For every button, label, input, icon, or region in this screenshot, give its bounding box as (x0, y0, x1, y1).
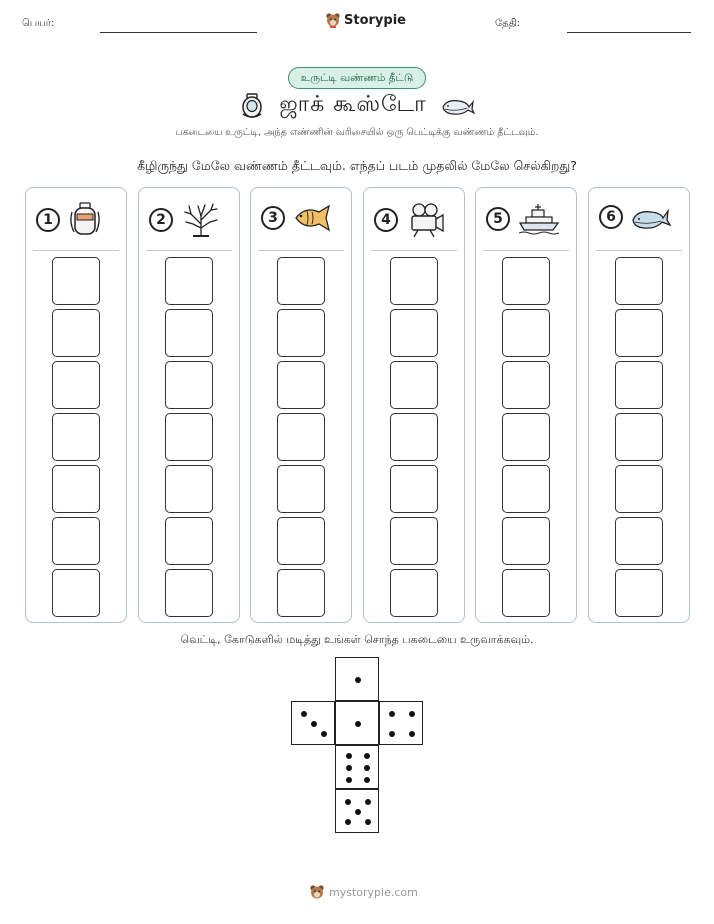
column-header (261, 202, 333, 234)
die-pip (364, 765, 370, 771)
color-cell[interactable] (165, 569, 213, 617)
color-cell[interactable] (390, 517, 438, 565)
color-cell[interactable] (277, 517, 325, 565)
ship-icon (518, 202, 560, 236)
title-row (0, 92, 714, 120)
die-pip (364, 753, 370, 759)
color-cell[interactable] (165, 361, 213, 409)
fish-icon (293, 202, 333, 234)
column-5 (475, 187, 577, 623)
diving-tank-icon (68, 202, 102, 238)
column-header (149, 202, 221, 238)
die-pip (355, 677, 361, 683)
column-2 (138, 187, 240, 623)
cell-stack (615, 257, 663, 617)
color-cell[interactable] (615, 517, 663, 565)
color-cell[interactable] (390, 257, 438, 305)
column-divider (596, 250, 682, 251)
color-cell[interactable] (390, 361, 438, 409)
color-cell[interactable] (615, 413, 663, 461)
die-pip (345, 799, 351, 805)
footer-url: mystorypie.com (329, 885, 418, 899)
color-cell[interactable] (502, 257, 550, 305)
die-pip (346, 777, 352, 783)
column-number: 1 (36, 208, 60, 232)
cell-stack (52, 257, 100, 617)
color-cell[interactable] (615, 465, 663, 513)
color-cell[interactable] (165, 413, 213, 461)
die-pip (321, 731, 327, 737)
page-title: ஜாக் கூஸ்டோ (279, 92, 427, 117)
color-cell[interactable] (390, 569, 438, 617)
color-cell[interactable] (52, 569, 100, 617)
color-cell[interactable] (165, 517, 213, 565)
column-number: 4 (374, 208, 398, 232)
color-cell[interactable] (502, 569, 550, 617)
die-face (335, 789, 379, 833)
bear-mascot-icon (325, 12, 341, 28)
column-number: 6 (599, 205, 623, 229)
die-pip (409, 711, 415, 717)
die-face (379, 701, 423, 745)
column-number: 5 (486, 207, 510, 231)
column-1 (25, 187, 127, 623)
color-cell[interactable] (502, 465, 550, 513)
die-face (335, 701, 379, 745)
die-face (335, 745, 379, 789)
column-divider (33, 250, 119, 251)
column-number: 2 (149, 208, 173, 232)
column-divider (146, 250, 232, 251)
color-cell[interactable] (52, 257, 100, 305)
color-cell[interactable] (390, 413, 438, 461)
color-cell[interactable] (165, 257, 213, 305)
footer (309, 884, 418, 900)
cell-stack (277, 257, 325, 617)
color-cell[interactable] (390, 309, 438, 357)
column-divider (371, 250, 457, 251)
bear-mascot-icon (309, 884, 325, 900)
color-cell[interactable] (502, 361, 550, 409)
color-cell[interactable] (615, 569, 663, 617)
die-pip (346, 753, 352, 759)
activity-pill: உருட்டி வண்ணம் தீட்டு (288, 67, 426, 89)
color-cell[interactable] (615, 361, 663, 409)
column-header (36, 202, 102, 238)
cut-instructions: வெட்டி, கோடுகளில் மடித்து உங்கள் சொந்த பகடையை உருவாக்கவும். (180, 633, 534, 646)
die-pip (345, 819, 351, 825)
color-cell[interactable] (502, 309, 550, 357)
die-pip (364, 777, 370, 783)
name-line[interactable] (100, 32, 257, 33)
die-face (335, 657, 379, 701)
coral-icon (181, 202, 221, 238)
column-header (374, 202, 446, 238)
color-cell[interactable] (52, 517, 100, 565)
column-number: 3 (261, 206, 285, 230)
date-line[interactable] (567, 32, 691, 33)
color-cell[interactable] (165, 309, 213, 357)
color-cell[interactable] (615, 309, 663, 357)
question: கீழிருந்து மேலே வண்ணம் தீட்டவும். எந்தப் படம் முதலில் மேலே செல்கிறது? (137, 158, 577, 173)
die-pip (365, 799, 371, 805)
column-divider (258, 250, 344, 251)
cell-stack (390, 257, 438, 617)
cell-stack (165, 257, 213, 617)
column-4 (363, 187, 465, 623)
whale-title-icon (441, 95, 475, 117)
instructions: பகடையை உருட்டி, அந்த எண்ணின் வரிசையில் ஒரு பெட்டிக்கு வண்ணம் தீட்டவும். (175, 127, 539, 138)
color-cell[interactable] (277, 413, 325, 461)
color-cell[interactable] (277, 569, 325, 617)
diving-helmet-icon (239, 92, 265, 120)
die-pip (355, 721, 361, 727)
color-cell[interactable] (277, 465, 325, 513)
column-6 (588, 187, 690, 623)
whale-icon (631, 202, 671, 232)
die-pip (365, 819, 371, 825)
name-label: பெயர்: (22, 18, 55, 29)
column-divider (483, 250, 569, 251)
die-pip (355, 809, 361, 815)
die-pip (389, 731, 395, 737)
color-cell[interactable] (52, 361, 100, 409)
die-pip (409, 731, 415, 737)
die-pip (389, 711, 395, 717)
color-cell[interactable] (165, 465, 213, 513)
die-pip (301, 711, 307, 717)
color-cell[interactable] (277, 309, 325, 357)
brand-logo (325, 12, 406, 28)
film-camera-icon (406, 202, 446, 238)
die-pip (311, 721, 317, 727)
die-pip (346, 765, 352, 771)
color-cell[interactable] (615, 257, 663, 305)
color-cell[interactable] (502, 413, 550, 461)
date-label: தேதி: (495, 18, 521, 29)
color-cell[interactable] (52, 309, 100, 357)
color-cell[interactable] (277, 257, 325, 305)
color-cell[interactable] (502, 517, 550, 565)
color-cell[interactable] (52, 465, 100, 513)
column-header (486, 202, 560, 236)
cell-stack (502, 257, 550, 617)
color-cell[interactable] (390, 465, 438, 513)
color-cell[interactable] (277, 361, 325, 409)
color-cell[interactable] (52, 413, 100, 461)
die-face (291, 701, 335, 745)
column-3 (250, 187, 352, 623)
brand-name: Storypie (344, 12, 406, 28)
column-header (599, 202, 671, 232)
